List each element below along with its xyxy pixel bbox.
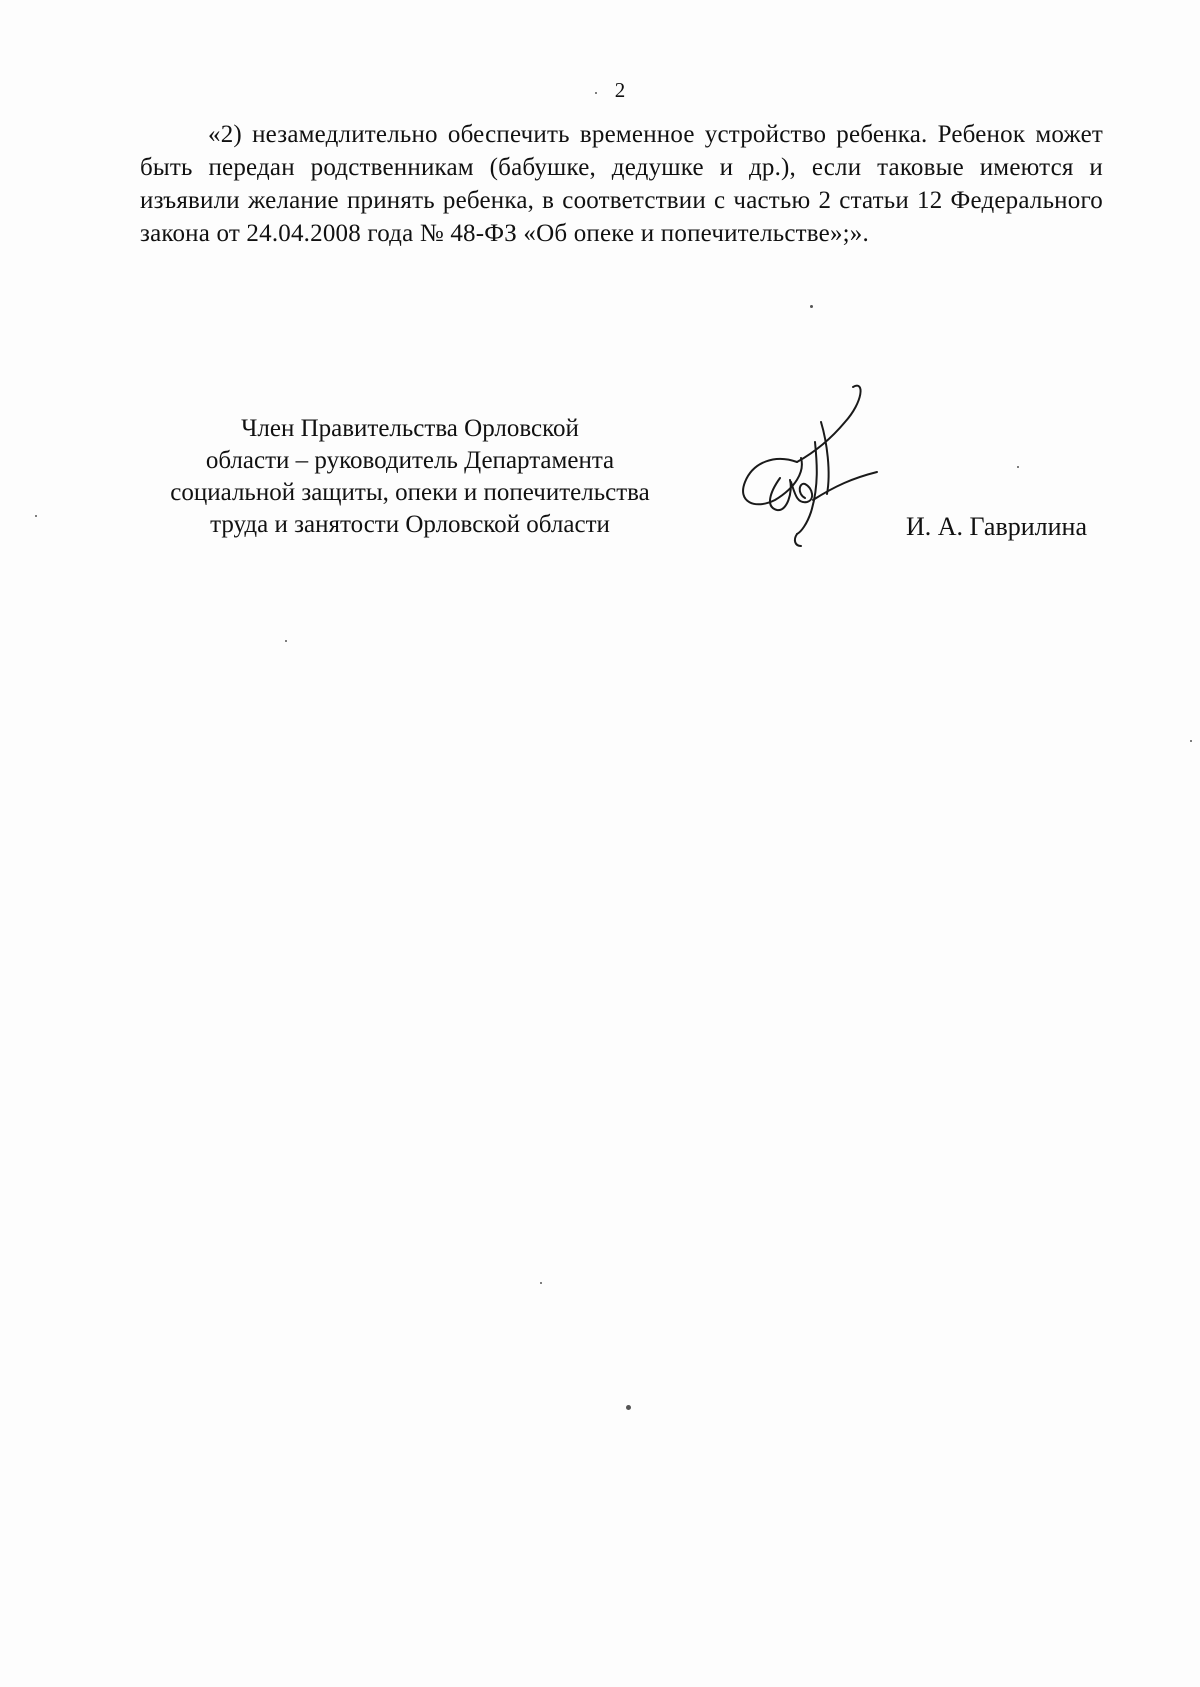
handwritten-signature xyxy=(735,382,895,557)
scan-speck xyxy=(595,92,597,94)
position-line-2: области – руководитель Департамента xyxy=(205,447,615,474)
scan-speck xyxy=(626,1405,631,1410)
signatory-position xyxy=(130,413,690,541)
scan-speck xyxy=(285,640,287,642)
page-number: 2 xyxy=(614,78,626,102)
signer-name: И. А. Гаврилина xyxy=(906,512,1088,541)
position-line-3: социальной защиты, опеки и попечительства xyxy=(170,479,650,506)
scan-speck xyxy=(540,1282,542,1284)
scan-speck xyxy=(810,305,813,308)
scan-speck xyxy=(35,515,37,517)
position-line-4: труда и занятости Орловской области xyxy=(210,511,610,538)
scan-speck xyxy=(1017,466,1019,468)
position-line-1: Член Правительства Орловской xyxy=(241,415,579,442)
scan-speck xyxy=(1190,740,1192,742)
paragraph-text: «2) незамедлительно обеспечить временное устройство ребенка. Ребенок может быть передан родственникам (бабушке, дедушке и др.), если таковые имеются и изъявили желание принять ребенка, в соответствии с частью 2 статьи 12 Федерального закона от 24.04.2008 года № 48-ФЗ «Об опеке и попечительстве»;». xyxy=(140,121,1103,247)
